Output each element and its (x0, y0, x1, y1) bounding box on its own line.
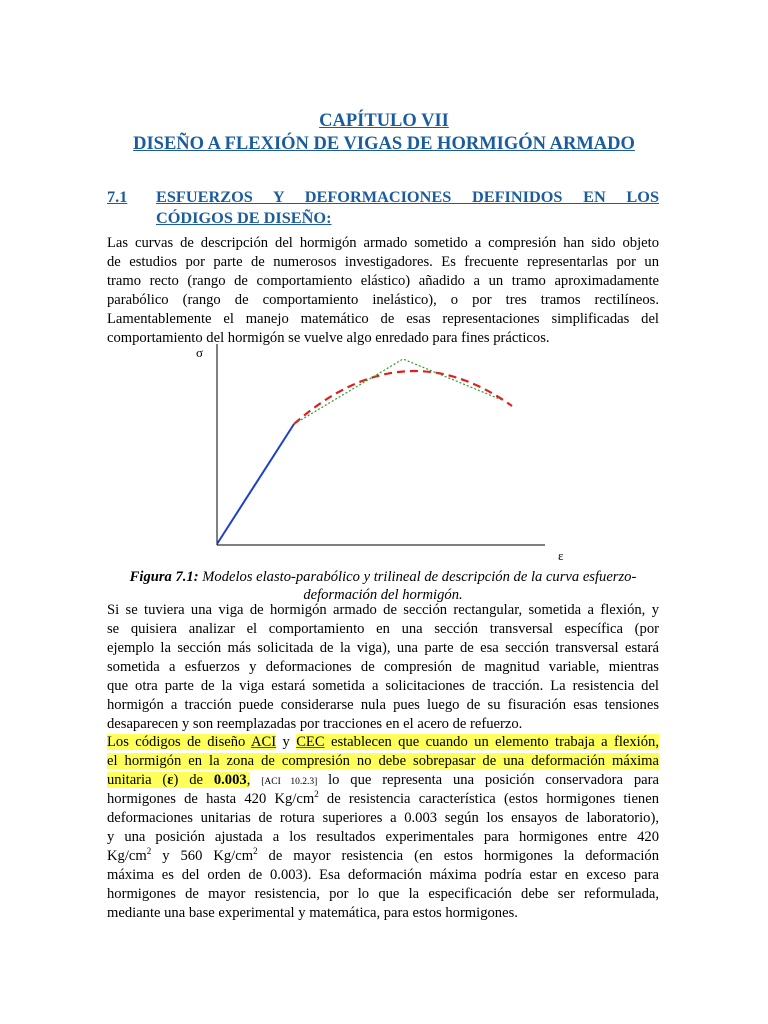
stress-strain-figure (190, 338, 590, 568)
paragraph-line: Si se tuviera una viga de hormigón armado de sección rectangular, sometida a flexión, y (107, 602, 659, 618)
paragraph-line: se quisiera analizar el comportamiento en una sección transversal específica (por (107, 621, 659, 637)
text-run: lo que representa una posición conservadora para (317, 772, 659, 788)
y-axis-label: σ (196, 345, 204, 360)
cec-link: CEC (296, 734, 325, 750)
paragraph-line: tramo recto (rango de comportamiento elástico) añadido a un tramo aproximadamente (107, 273, 659, 289)
paragraph-line: deformaciones unitarias de rotura superiores a 0.003 según los ensayos de laboratorio), (107, 810, 659, 826)
text-run: Kg/cm (107, 848, 147, 864)
paragraph-line (107, 752, 659, 771)
paragraph-line: y una posición ajustada a los resultados experimentales para hormigones entre 420 (107, 829, 659, 845)
text-run: y (276, 734, 297, 750)
paragraph-line: parabólico (rango de comportamiento inelástico), o por tres tramos rectilíneos. (107, 292, 659, 308)
chapter-heading: CAPÍTULO VII (319, 111, 449, 131)
paragraph-line: Las curvas de descripción del hormigón armado sometido a compresión han sido objeto (107, 235, 659, 251)
text-run: de mayor resistencia (en estos hormigones la deformación (257, 848, 659, 864)
caption-label: Figura 7.1: (129, 569, 199, 585)
paragraph-line: desaparecen y son reemplazadas por tracciones en el acero de refuerzo. (107, 716, 523, 732)
superscript: 2 (314, 789, 319, 800)
text-run: establecen que cuando un elemento trabaja a flexión, (324, 734, 659, 750)
paragraph-line: que otra parte de la viga estará sometida a solicitaciones de tracción. La resistencia del (107, 678, 659, 694)
paragraph-line: hormigones de mayor resistencia, por lo que la especificación debe ser reformulada, (107, 886, 659, 902)
section-title-line-2: CÓDIGOS DE DISEÑO: (156, 208, 332, 227)
paragraph-1 (107, 234, 659, 348)
parabolic-curve (294, 371, 512, 424)
text-run: de resistencia característica (estos hormigones tienen (318, 791, 660, 807)
aci-link: ACI (250, 734, 277, 750)
reference-tag: [ACI 10.2.3] (261, 777, 318, 787)
highlight (107, 734, 276, 750)
elastic-linear-segment (217, 424, 294, 544)
trilinear-segments (294, 359, 502, 424)
paragraph-line: sometida a esfuerzos y deformaciones de compresión de magnitud variable, mientras (107, 659, 659, 675)
highlight (107, 772, 250, 788)
paragraph-line: máxima es del orden de 0.003). Esa deformación máxima podría estar en exceso para (107, 867, 659, 883)
figure-caption (107, 568, 659, 604)
paragraph-line (107, 733, 659, 752)
paragraph-2 (107, 601, 659, 734)
paragraph-line (107, 847, 659, 866)
paragraph-line (107, 771, 659, 790)
x-axis-label: ε (558, 548, 564, 563)
section-title-line-1: ESFUERZOS Y DEFORMACIONES DEFINIDOS EN LOS (156, 187, 659, 206)
text-run: el hormigón en la zona de compresión no debe sobrepasar de una deformación máxima (107, 753, 659, 769)
superscript: 2 (253, 846, 258, 857)
max-strain-value: 0.003 (213, 772, 247, 788)
paragraph-line: de estudios por parte de numerosos investigadores. Es frecuente representarlas por un (107, 254, 659, 270)
caption-text-2: deformación del hormigón. (303, 587, 463, 603)
paragraph-line: ejemplo la sección más solicitada de la viga), una parte de esa sección transversal estará (107, 640, 659, 656)
paragraph-3 (107, 733, 659, 923)
text-run: y 560 Kg/cm (151, 848, 254, 864)
text-run: ) de (173, 772, 214, 788)
chapter-title: DISEÑO A FLEXIÓN DE VIGAS DE HORMIGÓN ARMADO (133, 134, 635, 154)
paragraph-line (107, 790, 659, 809)
section-number: 7.1 (107, 187, 128, 206)
superscript: 2 (146, 846, 152, 857)
text-run: unitaria ( (107, 772, 168, 788)
epsilon-symbol: ε (167, 772, 174, 788)
text-run: , (246, 772, 251, 788)
text-run: hormigones de hasta 420 Kg/cm (107, 791, 315, 807)
paragraph-line: comportamiento del hormigón se vuelve algo enredado para fines prácticos. (107, 330, 550, 346)
paragraph-line: Lamentablemente el manejo matemático de esas representaciones simplificadas del (107, 311, 659, 327)
caption-text-1: Modelos elasto-parabólico y trilineal de descripción de la curva esfuerzo- (198, 569, 637, 585)
text-run: Los códigos de diseño (107, 734, 251, 750)
paragraph-line: hormigón a tracción puede considerarse nula pues luego de su fisuración esas tensiones (107, 697, 659, 713)
paragraph-line: mediante una base experimental y matemática, para estos hormigones. (107, 905, 518, 921)
